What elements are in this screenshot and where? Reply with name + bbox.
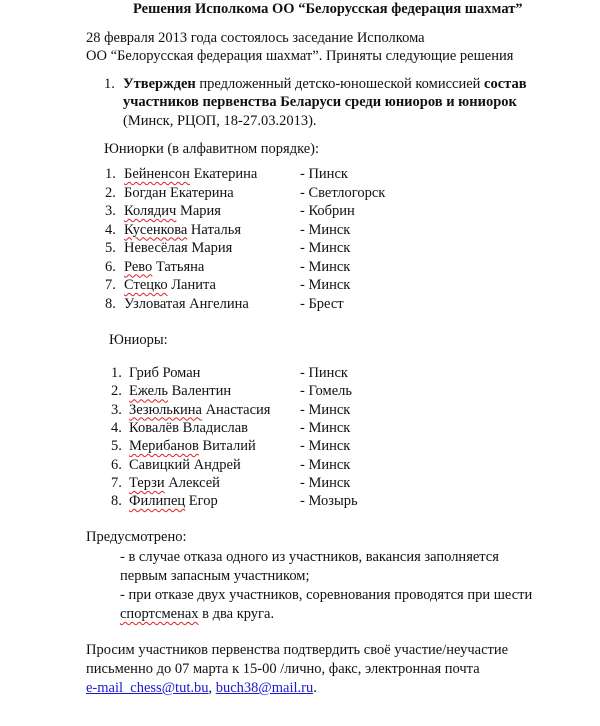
decision-text: предложенный детско-юношеской комиссией (195, 76, 485, 92)
given-name: Анастасия (201, 401, 271, 418)
list-item-name (129, 382, 231, 400)
list-item-number: 8. (111, 493, 122, 510)
provided-bullet-1-cont: первым запасным участником; (120, 568, 310, 584)
list-item-name (129, 419, 248, 437)
list-item-number: 5. (105, 240, 116, 256)
list-item-number: 1. (111, 365, 122, 381)
surname: Гриб (129, 365, 159, 381)
boys-heading: Юниоры: (109, 332, 168, 348)
list-item-name (129, 474, 220, 492)
given-name: Ланита (167, 277, 216, 293)
list-item-city: - Пинск (300, 365, 348, 381)
email-link-2[interactable]: buch38@mail.ru (215, 680, 314, 696)
decision-1-number: 1. (104, 76, 115, 92)
surname: Кусенкова (124, 221, 188, 238)
surname: Бейненсон (124, 166, 190, 182)
given-name: Екатерина (166, 184, 234, 201)
list-item-number: 2. (111, 383, 122, 400)
list-item-city: - Гомель (300, 383, 352, 400)
provided-heading: Предусмотрено: (86, 529, 187, 545)
request-line-2: письменно до 07 марта к 15-00 /лично, факс, электронная почта (86, 661, 480, 677)
list-item-city: - Пинск (300, 166, 348, 182)
list-item-number: 7. (105, 277, 116, 293)
given-name: Алексей (164, 474, 220, 491)
surname: Колядич (124, 203, 177, 219)
provided-bullet-2-cont (120, 605, 274, 623)
email-link-1[interactable]: e-mail_chess@tut.bu (86, 680, 209, 696)
list-item-number: 8. (105, 295, 116, 312)
surname: Богдан (124, 184, 167, 201)
intro-line-1: 28 февраля 2013 года состоялось заседание Исполкома (86, 30, 425, 46)
list-item-name (124, 221, 241, 239)
surname: Ежель (129, 383, 168, 400)
given-name: Виталий (198, 438, 256, 455)
list-item-city: - Минск (300, 258, 351, 275)
provided-bullet-1: - в случае отказа одного из участников, вакансия заполняется (120, 549, 499, 565)
decision-1-line-1 (123, 75, 527, 93)
given-name: Татьяна (152, 258, 205, 275)
surname: Зезюлькина (129, 401, 202, 418)
surname: Терзи (129, 474, 165, 491)
given-name: Егор (185, 493, 218, 510)
text: в два круга. (198, 606, 275, 622)
decision-bold: состав (484, 76, 527, 92)
list-item-city: - Минск (300, 419, 351, 436)
list-item-name (129, 456, 241, 474)
list-item-name (124, 202, 221, 220)
list-item-number: 6. (105, 258, 116, 275)
list-item-city: - Минск (300, 221, 351, 238)
surname: Узловатая (124, 295, 186, 312)
given-name: Ангелина (185, 295, 249, 312)
list-item-name (129, 364, 200, 382)
list-item-number: 7. (111, 474, 122, 491)
list-item-city: - Кобрин (300, 203, 355, 219)
list-item-city: - Минск (300, 401, 351, 418)
list-item-number: 3. (105, 203, 116, 219)
given-name: Екатерина (189, 166, 258, 182)
separator: , (208, 680, 216, 696)
surname: Стецко (124, 277, 168, 293)
period: . (313, 680, 317, 696)
given-name: Роман (158, 365, 201, 381)
decision-bold: Утвержден (123, 76, 196, 92)
list-item-name (129, 437, 256, 455)
list-item-city: - Минск (300, 438, 351, 455)
list-item-city: - Мозырь (300, 493, 358, 510)
list-item-number: 1. (105, 166, 116, 182)
list-item-number: 2. (105, 184, 116, 201)
given-name: Наталья (187, 221, 242, 238)
surname: Невесёлая (124, 240, 188, 256)
provided-bullet-2: - при отказе двух участников, соревнования проводятся при шести (120, 587, 533, 603)
list-item-city: - Минск (300, 474, 351, 491)
list-item-number: 5. (111, 438, 122, 455)
list-item-city: - Брест (300, 295, 344, 312)
list-item-city: - Минск (300, 277, 351, 293)
list-item-number: 6. (111, 456, 122, 473)
surname: Рево (124, 258, 153, 275)
given-name: Мария (187, 240, 233, 256)
request-line-3 (86, 679, 317, 697)
decision-1-line-2: участников первенства Беларуси среди юниоров и юниорок (123, 94, 517, 110)
document-title: Решения Исполкома ОО “Белорусская федерация шахмат” (133, 1, 523, 17)
girls-heading: Юниорки (в алфавитном порядке): (104, 141, 320, 157)
surname: Савицкий (129, 456, 191, 473)
list-item-number: 4. (105, 221, 116, 238)
list-item-name (124, 165, 257, 183)
given-name: Андрей (190, 456, 241, 473)
list-item-city: - Минск (300, 240, 351, 256)
list-item-name (124, 276, 216, 294)
list-item-name (124, 239, 232, 257)
given-name: Мария (176, 203, 221, 219)
intro-line-2: ОО “Белорусская федерация шахмат”. Приняты следующие решения (86, 48, 514, 64)
request-line-1: Просим участников первенства подтвердить своё участие/неучастие (86, 642, 509, 658)
list-item-name (124, 184, 234, 202)
list-item-city: - Светлогорск (300, 184, 386, 201)
misspelled-word: спортсменах (120, 606, 199, 622)
list-item-number: 4. (111, 419, 122, 436)
surname: Ковалёв (129, 419, 179, 436)
surname: Филипец (129, 493, 186, 510)
given-name: Валентин (167, 383, 232, 400)
list-item-name (124, 258, 204, 276)
list-item-name (124, 295, 249, 313)
given-name: Владислав (178, 419, 248, 436)
surname: Мерибанов (129, 438, 199, 455)
decision-1-line-3: (Минск, РЦОП, 18-27.03.2013). (123, 113, 317, 129)
list-item-city: - Минск (300, 456, 351, 473)
list-item-number: 3. (111, 401, 122, 418)
list-item-name (129, 492, 218, 510)
list-item-name (129, 401, 270, 419)
